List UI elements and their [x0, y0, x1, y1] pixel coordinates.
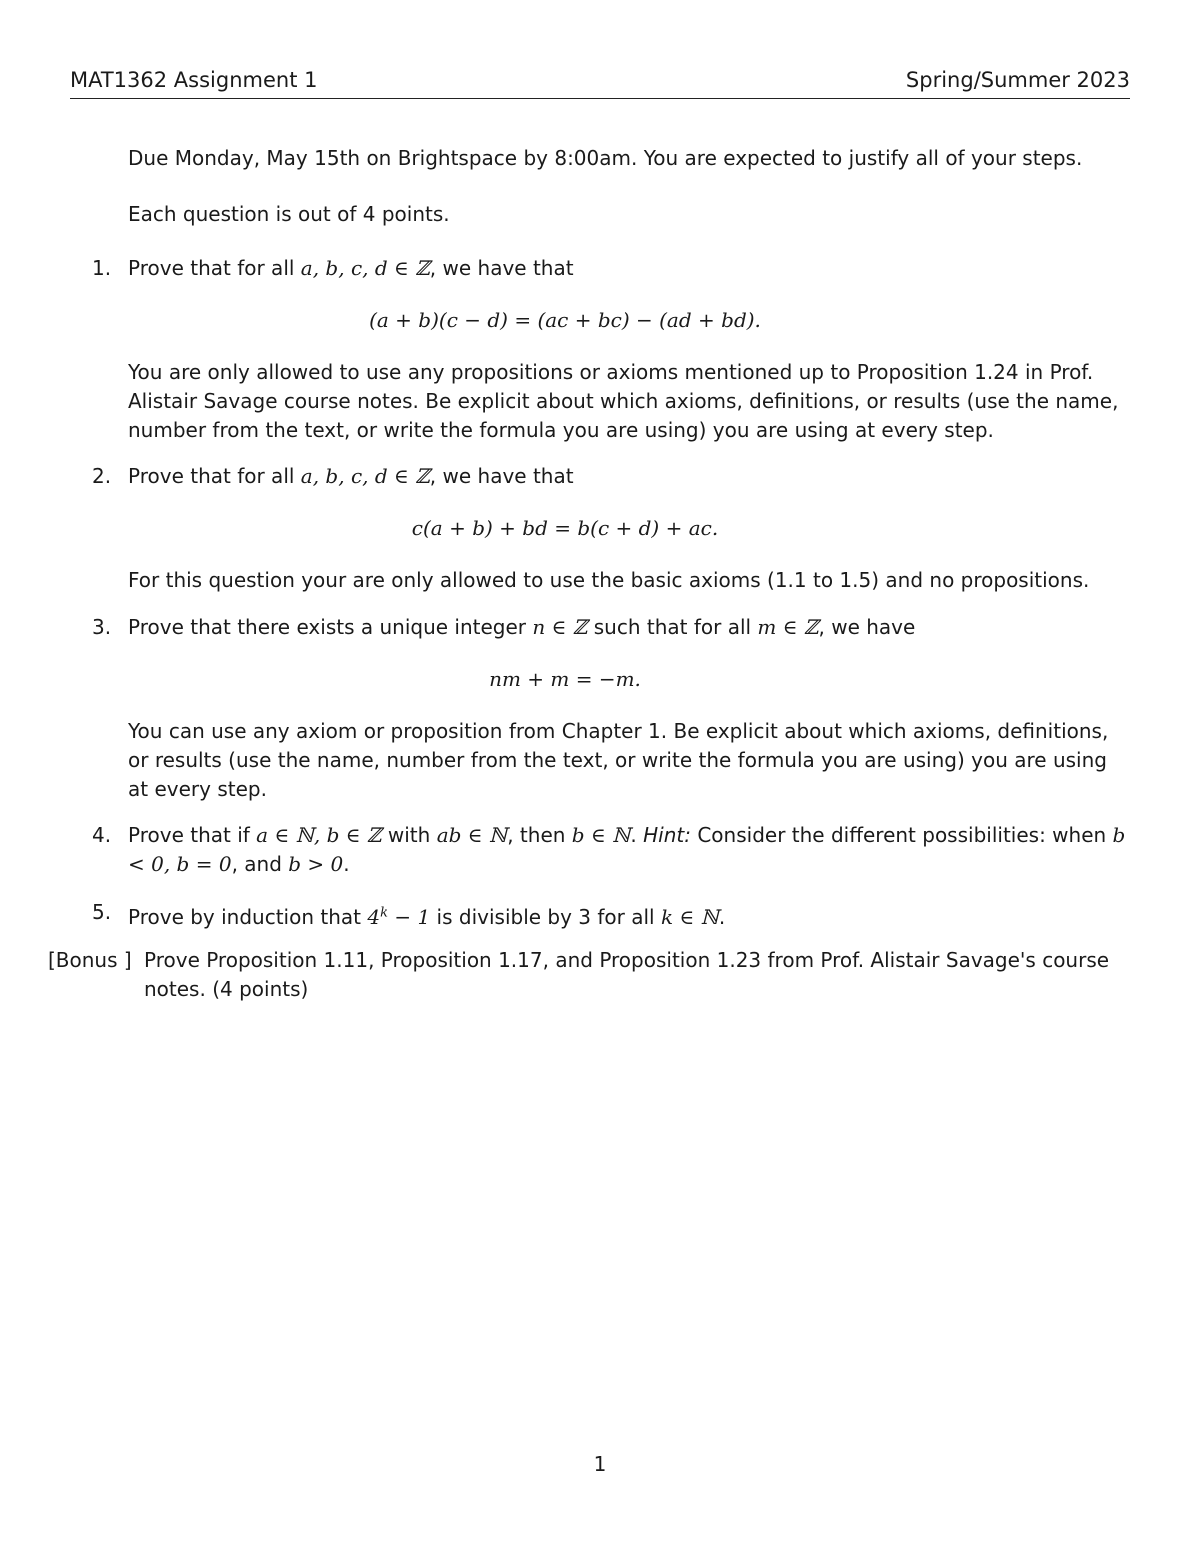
equation: c(a + b) + bd = b(c + d) + ac. [411, 516, 719, 540]
question-3 [92, 613, 1130, 801]
course-title: MAT1362 Assignment 1 [70, 68, 318, 92]
term-label: Spring/Summer 2023 [905, 68, 1130, 92]
question-number: 4. [92, 823, 112, 847]
question-number: 3. [92, 615, 112, 639]
question-prompt: Prove that there exists a unique integer n ∈ ℤ such that for all m ∈ ℤ, we have [128, 615, 916, 639]
question-text: Prove that if a ∈ ℕ, b ∈ ℤ with ab ∈ ℕ, then b ∈ ℕ. Hint: Consider the different possibilities: when b < 0, b = 0, and b > 0. [128, 823, 1126, 876]
question-5 [92, 898, 1130, 932]
question-note: You are only allowed to use any propositions or axioms mentioned up to Proposition 1.24 in Prof. Alistair Savage course notes. Be explicit about which axioms, definitions, or results (use the name, number from the text, or write the formula you are using) you are using at every step. [128, 360, 1119, 442]
question-note: You can use any axiom or proposition from Chapter 1. Be explicit about which axioms, definitions, or results (use the name, number from the text, or write the formula you are using) you are using at every step. [128, 719, 1109, 801]
question-prompt: Prove that for all a, b, c, d ∈ ℤ, we have that [128, 464, 574, 488]
equation: (a + b)(c − d) = (ac + bc) − (ad + bd). [369, 308, 761, 332]
page-number: 1 [593, 1452, 607, 1476]
points-statement: Each question is out of 4 points. [128, 202, 450, 226]
due-statement: Due Monday, May 15th on Brightspace by 8:00am. You are expected to justify all of your steps. [128, 146, 1083, 170]
bonus-question [48, 946, 1130, 1004]
bonus-label: [Bonus ] [48, 948, 132, 972]
equation: nm + m = −m. [489, 667, 641, 691]
question-prompt: Prove that for all a, b, c, d ∈ ℤ, we have that [128, 256, 574, 280]
question-number: 2. [92, 464, 112, 488]
question-1 [92, 254, 1130, 442]
question-number: 5. [92, 900, 112, 924]
question-note: For this question your are only allowed to use the basic axioms (1.1 to 1.5) and no propositions. [128, 568, 1090, 592]
hint-label: Hint: [643, 823, 691, 847]
question-number: 1. [92, 256, 112, 280]
bonus-text: Prove Proposition 1.11, Proposition 1.17, and Proposition 1.23 from Prof. Alistair Savage's course notes. (4 points) [144, 948, 1110, 1001]
page-header [70, 68, 1130, 99]
question-text: Prove by induction that $4^k - 1$ is divisible by 3 for all k ∈ ℕ. [128, 904, 726, 929]
question-4 [92, 821, 1130, 879]
question-2 [92, 462, 1130, 592]
